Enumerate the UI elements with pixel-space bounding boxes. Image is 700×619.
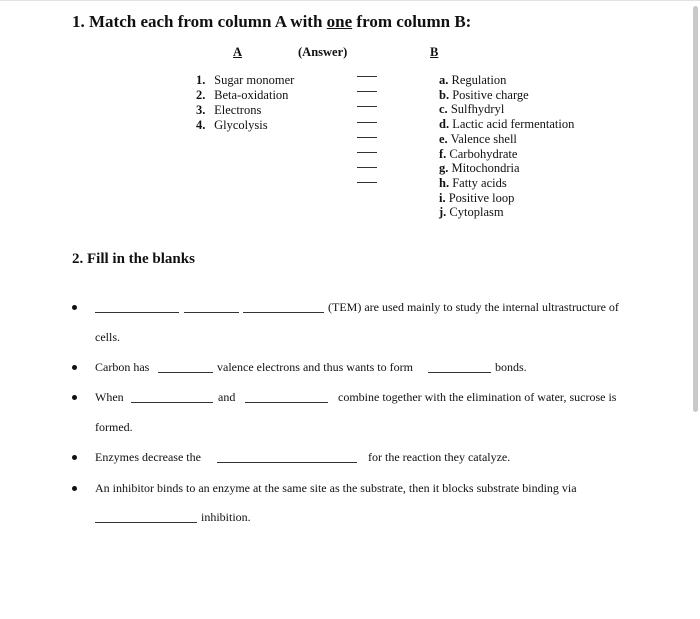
blank-tem-1[interactable] (95, 312, 179, 313)
column-a-item: 2. Beta-oxidation (196, 88, 289, 102)
answer-blanks (357, 76, 377, 198)
item-5-continuation: inhibition. (201, 510, 251, 524)
column-a-list (196, 73, 294, 133)
item-3-text-b: and (218, 390, 236, 404)
blank-bond-count[interactable] (428, 372, 491, 373)
bullet-2 (72, 365, 77, 370)
bullet-1 (72, 305, 77, 310)
column-b-item: h. Fatty acids (439, 175, 507, 190)
column-a-header: A (233, 45, 243, 59)
blank-enzyme[interactable] (217, 462, 357, 463)
column-b-item: j. Cytoplasm (439, 205, 504, 220)
item-2-text-c: bonds. (495, 360, 527, 374)
column-b-item: e. Valence shell (439, 131, 517, 146)
item-3-continuation: formed. (95, 420, 133, 434)
item-1-continuation: cells. (95, 330, 120, 344)
item-1-text: (TEM) are used mainly to study the internal ultrastructure of (328, 300, 619, 314)
answer-blank-6[interactable] (357, 152, 377, 153)
column-b-item: a. Regulation (439, 73, 507, 87)
answer-header: (Answer) (298, 45, 348, 59)
item-2-text-b: valence electrons and thus wants to form (217, 360, 413, 374)
column-a-item: 3. Electrons (196, 103, 262, 117)
column-b-item: b. Positive charge (439, 87, 529, 102)
item-3-text-c: combine together with the elimination of water, sucrose is (338, 390, 617, 404)
column-b-item: i. Positive loop (439, 190, 515, 205)
blank-tem-2[interactable] (184, 312, 239, 313)
blank-tem-3[interactable] (243, 312, 324, 313)
column-a-item: 4. Glycolysis (196, 118, 268, 132)
item-4-text-b: for the reaction they catalyze. (368, 450, 511, 464)
answer-blank-2[interactable] (357, 91, 377, 92)
question-2-title: 2. Fill in the blanks (72, 251, 195, 267)
top-border (0, 0, 700, 1)
column-b-item: f. Carbohydrate (439, 146, 518, 161)
item-5-text: An inhibitor binds to an enzyme at the same site as the substrate, then it blocks substrate binding via (95, 481, 577, 495)
column-a-item: 1. Sugar monomer (196, 73, 295, 87)
item-4-text-a: Enzymes decrease the (95, 450, 201, 464)
question-1-title: 1. Match each from column A with one from column B: (72, 12, 472, 31)
answer-blank-1[interactable] (357, 76, 377, 77)
column-b-header: B (430, 45, 439, 59)
column-b-item: c. Sulfhydryl (439, 102, 505, 117)
answer-blank-8[interactable] (357, 182, 377, 183)
blank-monomer-1[interactable] (131, 402, 213, 403)
item-2-text-a: Carbon has (95, 360, 150, 374)
bullet-5 (72, 486, 77, 491)
column-b-list (439, 73, 574, 220)
scrollbar[interactable] (693, 6, 698, 412)
bullet-3 (72, 395, 77, 400)
column-b-item: d. Lactic acid fermentation (439, 117, 575, 132)
column-b-item: g. Mitochondria (439, 161, 520, 176)
answer-blank-7[interactable] (357, 167, 377, 168)
answer-blank-5[interactable] (357, 137, 377, 138)
blank-inhibition[interactable] (95, 522, 197, 523)
blank-valence-count[interactable] (158, 372, 213, 373)
answer-blank-4[interactable] (357, 122, 377, 123)
bullet-4 (72, 455, 77, 460)
item-3-text-a: When (95, 390, 124, 404)
blank-monomer-2[interactable] (245, 402, 328, 403)
answer-blank-3[interactable] (357, 106, 377, 107)
